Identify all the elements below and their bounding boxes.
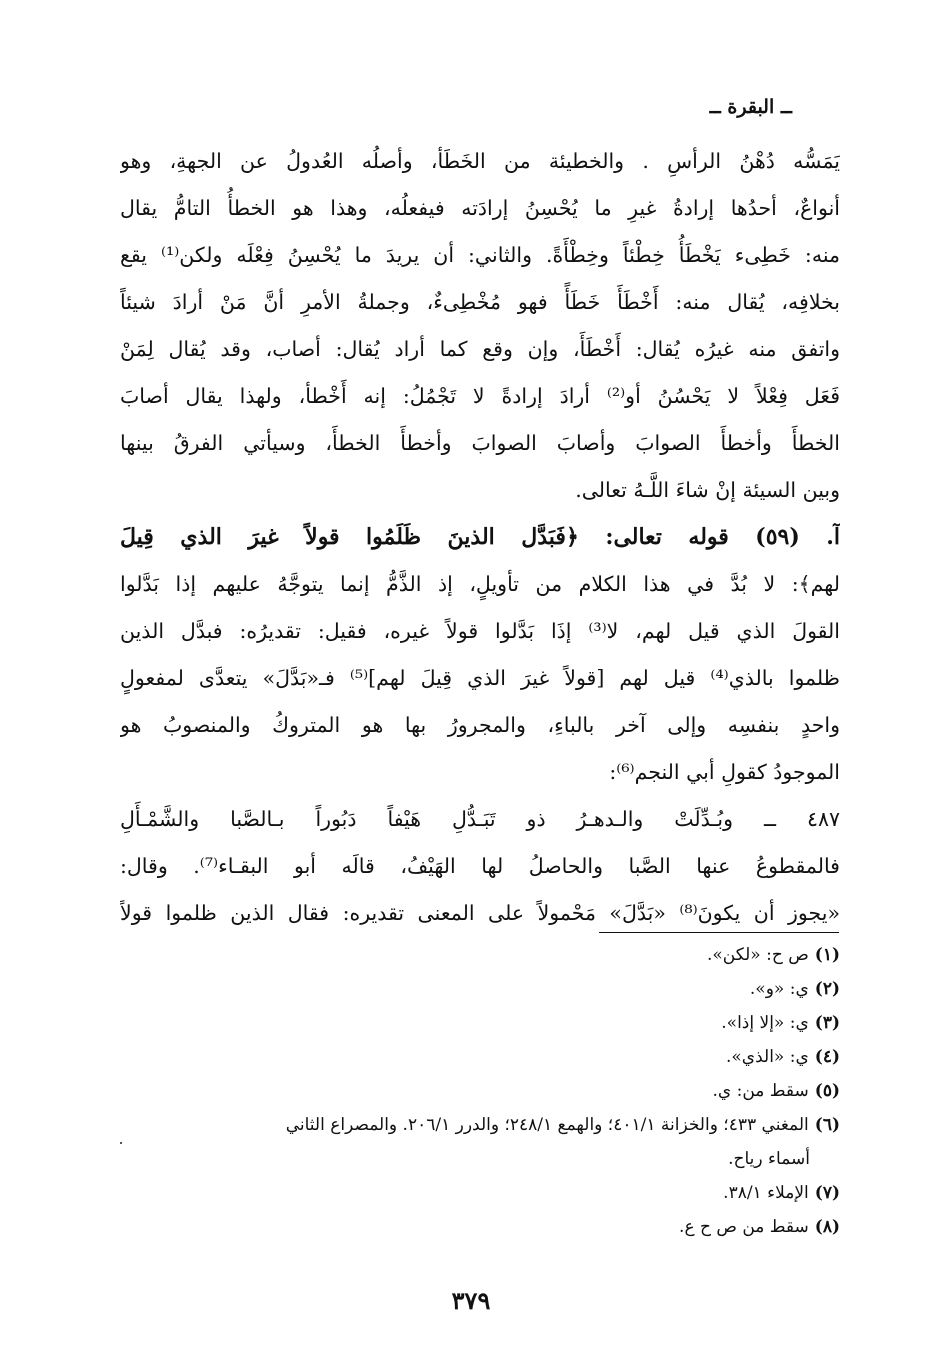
body-line: يَمَسُّه دُهْنُ الرأسِ . والخطيئة من الخَطَأ، وأصلُه العُدولُ عن الجهةِ، وهو [120, 149, 840, 173]
footnote-number: (١) [814, 945, 840, 965]
poetry-verse-line: ٤٨٧ ــ وبُـدِّلَتْ والـدهـرُ ذو تَبَـدُّلِ هَيْفاً دَبُوراً بـالصَّبا والشَّمْـأَلِ [120, 807, 840, 831]
body-line: فَعَل فِعْلاً لا يَحْسُنُ أو⁽²⁾ أرادَ إرادةً لا تَجْمُلُ: إنه أَخْطأ، ولهذا يقال أصابَ [120, 384, 840, 408]
footnote-number: (٥) [814, 1081, 840, 1101]
footnote-item [120, 1006, 840, 1040]
footnote-text: الإملاء ٣٨/١. [723, 1183, 809, 1203]
footnote-text: سقط من: ي. [712, 1081, 809, 1101]
footnote-item [120, 972, 840, 1006]
body-line: الخطأَ وأخطأَ الصوابَ وأصابَ الصوابَ وأخطأَ الخطأَ، وسيأتي الفرقُ بينها [120, 431, 840, 455]
footnote-text: أسماء رياح. [728, 1149, 810, 1169]
footnote-item [120, 1210, 840, 1244]
body-line: أنواعٌ، أحدُها إرادةُ غيرِ ما يُحْسِنُ إرادَته فيفعلُه، وهذا هو الخطأُ التامُّ يقال [120, 196, 840, 220]
footnote-text: سقط من ص ح ع. [679, 1217, 809, 1237]
footnote-text: ي: «الذي». [725, 1047, 809, 1067]
footnote-continuation [120, 1142, 840, 1176]
page-number: ٣٧٩ [451, 1286, 491, 1315]
body-line: واتفق منه غيرُه يُقال: أَخْطَأَ، وإن وقع كما أراد يُقال: أصاب، وقد يُقال لِمَنْ [120, 337, 840, 361]
footnote-separator [599, 932, 839, 933]
footnote-item [120, 1074, 840, 1108]
verse-heading-line: آ. (٥٩) قوله تعالى: ﴿فَبَدَّل الذينَ ظَلَمُوا قولاً غيرَ الذي قِيلَ [120, 524, 840, 550]
footnote-number: (٨) [814, 1217, 840, 1237]
footnote-text: ص ح: «لكن». [706, 945, 809, 965]
footnote-item [120, 1108, 840, 1142]
footnote-number: (٤) [814, 1047, 840, 1067]
body-line: لهم﴾: لا بُدَّ في هذا الكلام من تأويلٍ، إذ الذَّمُّ إنما يتوجَّهُ عليهم إذا بَدَّلوا [120, 572, 840, 596]
body-line: بخلافِه، يُقال منه: أَخْطَأَ خَطَأً فهو مُخْطِىءٌ، وجملةُ الأمرِ أنَّ مَنْ أرادَ شيئاً [120, 290, 840, 314]
footnote-item [120, 938, 840, 972]
body-line: واحدٍ بنفسِه وإلى آخر بالباءِ، والمجرورُ بها هو المتروكُ والمنصوبُ هو [120, 713, 840, 737]
scan-speck [120, 1142, 122, 1144]
body-line: منه: خَطِىء يَخْطَأُ خِطْئاً وخِطْأَةً. والثاني: أن يريدَ ما يُحْسِنُ فِعْلَه ولكن⁽¹⁾ يقع [120, 243, 840, 267]
footnote-number: (٣) [814, 1013, 840, 1033]
footnote-text: ي: «و». [749, 979, 809, 999]
footnote-number: (٢) [814, 979, 840, 999]
body-line: «يجوز أن يكونَ⁽⁸⁾ «بَدَّلَ» مَحْمولاً على المعنى تقديره: فقال الذين ظلموا قولاً [120, 901, 840, 925]
body-line: الموجودُ كقولِ أبي النجم⁽⁶⁾: [609, 760, 840, 784]
body-line: القولَ الذي قيل لهم، لا⁽³⁾ إذَا بَدَّلوا قولاً غيره، فقيل: تقديرُه: فبدَّل الذين [120, 619, 840, 643]
running-header: ــ البقرة ــ [709, 96, 792, 118]
footnote-item [120, 1176, 840, 1210]
footnote-text: المغني ٤٣٣؛ والخزانة ٤٠١/١؛ والهمع ٢٤٨/١؛ والدرر ٢٠٦/١. والمصراع الثاني [285, 1115, 809, 1135]
footnote-number: (٧) [814, 1183, 840, 1203]
footnote-item [120, 1040, 840, 1074]
footnotes [120, 938, 840, 1244]
footnote-number: (٦) [814, 1115, 840, 1135]
footnote-text: ي: «إلا إذا». [721, 1013, 809, 1033]
body-line: وبين السيئة إنْ شاءَ اللَّـهُ تعالى. [575, 478, 840, 502]
main-text [120, 138, 840, 937]
body-line: ظلموا بالذي⁽⁴⁾ قيل لهم [قولاً غيرَ الذي قِيلَ لهم]⁽⁵⁾ فـ«بَدَّلَ» يتعدَّى لمفعولٍ [120, 666, 840, 690]
body-line: فالمقطوعُ عنها الصَّبا والحاصلُ لها الهَيْفُ، قالَه أبو البقـاء⁽⁷⁾. وقال: [120, 854, 840, 878]
